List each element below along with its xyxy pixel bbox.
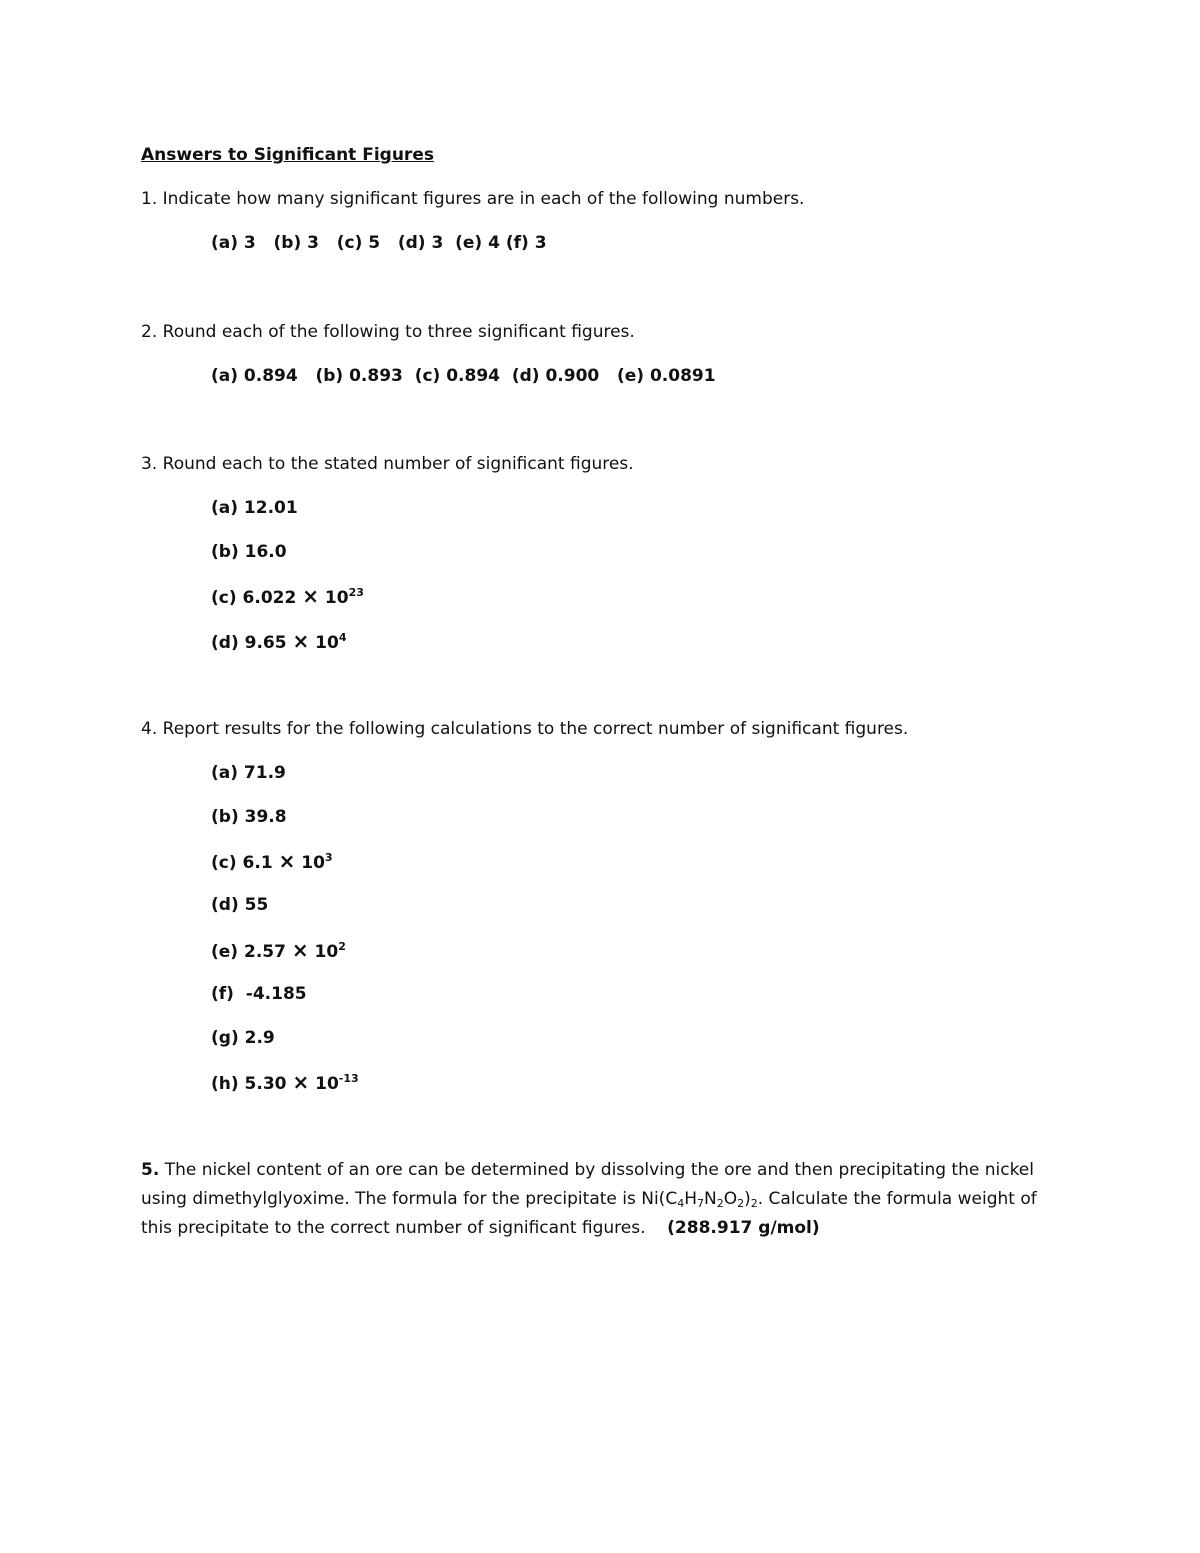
question-5 <box>141 1156 1061 1243</box>
answer-base: (e) 2.57 <box>211 942 292 962</box>
answer-exponent: -13 <box>338 1072 359 1085</box>
times-symbol: × <box>291 938 309 962</box>
formula-subscript: 4 <box>677 1197 685 1210</box>
answer-base: (c) 6.022 <box>211 588 303 608</box>
question-3-answer-c <box>211 582 364 612</box>
answer-exponent: 3 <box>324 851 333 864</box>
answer-power-base: 10 <box>319 588 349 608</box>
question-4-answer-d: (d) 55 <box>211 895 269 915</box>
answer-power-base: 10 <box>308 942 339 962</box>
answer-exponent: 23 <box>348 586 364 599</box>
question-2-answer: (a) 0.894 (b) 0.893 (c) 0.894 (d) 0.900 (e) 0.0891 <box>211 366 716 386</box>
question-4-text: Report results for the following calculations to the correct number of significant figures. <box>162 719 909 739</box>
formula-subscript: 2 <box>716 1197 724 1210</box>
page-title: Answers to Significant Figures <box>141 145 434 165</box>
answer-base: (d) 9.65 <box>211 633 293 653</box>
times-symbol: × <box>302 584 319 608</box>
formula-subscript: 2 <box>750 1197 758 1210</box>
answer-exponent: 2 <box>338 940 346 953</box>
question-3-number: 3. <box>141 454 158 474</box>
question-1 <box>141 185 804 213</box>
question-3-answer-b: (b) 16.0 <box>211 542 287 562</box>
question-3-answer-a: (a) 12.01 <box>211 498 298 518</box>
answer-exponent: 4 <box>338 631 347 644</box>
answer-power-base: 10 <box>295 853 325 873</box>
question-1-number: 1. <box>141 189 158 209</box>
formula-element: O <box>723 1189 738 1209</box>
answer-base: (h) 5.30 <box>211 1074 293 1094</box>
question-4-answer-g: (g) 2.9 <box>211 1028 275 1048</box>
question-4-answer-h <box>211 1068 359 1098</box>
question-2-text: Round each of the following to three significant figures. <box>162 322 635 342</box>
question-5-answer: (288.917 g/mol) <box>667 1218 820 1238</box>
question-4-answer-e <box>211 936 346 966</box>
question-4-answer-c <box>211 847 333 877</box>
times-symbol: × <box>278 849 296 873</box>
question-5-text-part-1: The nickel content of an ore can be determined by dissolving the ore and then precipitating the nickel using dimethylglyoxime. The formula for the precipitate is Ni(C <box>141 1160 1034 1209</box>
question-1-answer: (a) 3 (b) 3 (c) 5 (d) 3 (e) 4 (f) 3 <box>211 233 547 253</box>
formula-element: N <box>704 1189 717 1209</box>
question-3-text: Round each to the stated number of significant figures. <box>162 454 634 474</box>
answer-power-base: 10 <box>309 633 339 653</box>
question-3-answer-d <box>211 627 347 657</box>
question-4-answer-f: (f) -4.185 <box>211 984 307 1004</box>
times-symbol: × <box>292 1070 310 1094</box>
question-2 <box>141 318 635 346</box>
question-2-number: 2. <box>141 322 158 342</box>
formula-element: H <box>684 1189 697 1209</box>
question-4-answer-a: (a) 71.9 <box>211 763 286 783</box>
question-4-answer-b: (b) 39.8 <box>211 807 287 827</box>
question-5-text-part-2: . Calculate the formula weight of this precipitate to the correct number of significant figures. <box>141 1189 1037 1238</box>
question-5-number: 5. <box>141 1160 160 1180</box>
times-symbol: × <box>292 629 310 653</box>
answer-base: (c) 6.1 <box>211 853 279 873</box>
question-4 <box>141 715 908 743</box>
formula-subscript: 2 <box>737 1197 745 1210</box>
question-3 <box>141 450 634 478</box>
question-1-text: Indicate how many significant figures are in each of the following numbers. <box>162 189 805 209</box>
formula-subscript: 7 <box>697 1197 704 1210</box>
question-4-number: 4. <box>141 719 158 739</box>
formula-paren: ) <box>744 1189 751 1209</box>
answer-power-base: 10 <box>309 1074 339 1094</box>
